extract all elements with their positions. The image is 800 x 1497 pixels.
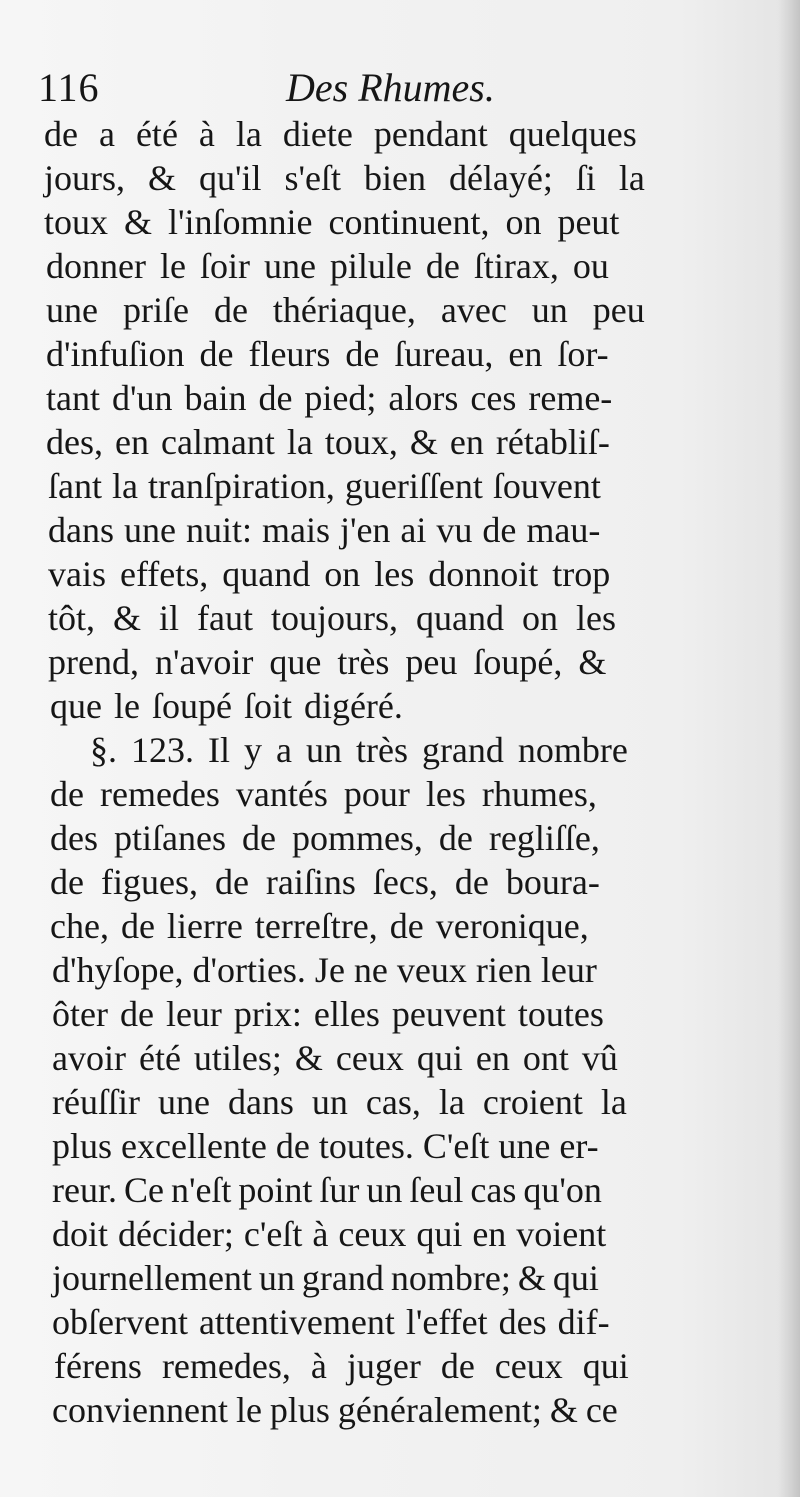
text-line: obſervent attentivement l'effet des dif- <box>52 1302 610 1342</box>
running-head: Des Rhumes. <box>286 65 495 110</box>
text-line: d'hyſope, d'orties. Je ne veux rien leur <box>52 950 597 990</box>
text-line: dans une nuit: mais j'en ai vu de mau- <box>48 510 601 550</box>
text-line: de a été à la diete pendant quelques <box>44 114 637 154</box>
text-line: avoir été utiles; & ceux qui en ont vû <box>52 1038 618 1078</box>
text-line: plus excellente de toutes. C'eſt une er- <box>52 1126 599 1166</box>
text-line: journellement un grand nombre; & qui <box>52 1258 599 1298</box>
text-line: férens remedes, à juger de ceux qui <box>54 1346 629 1386</box>
text-line: donner le ſoir une pilule de ſtirax, ou <box>46 246 609 286</box>
text-line: conviennent le plus généralement; & ce <box>52 1390 618 1430</box>
page-number: 116 <box>38 65 100 110</box>
text-line: que le ſoupé ſoit digéré. <box>50 686 403 726</box>
text-line: toux & l'inſomnie continuent, on peut <box>44 202 620 242</box>
page-header <box>38 64 738 112</box>
text-line: reur. Ce n'eſt point ſur un ſeul cas qu'on <box>52 1170 602 1210</box>
text-line: une priſe de thériaque, avec un peu <box>46 290 645 330</box>
text-line: tant d'un bain de pied; alors ces reme- <box>46 378 613 418</box>
text-line: vais effets, quand on les donnoit trop <box>48 554 611 594</box>
text-line: de figues, de raiſins ſecs, de boura- <box>50 862 600 902</box>
text-line: doit décider; c'eſt à ceux qui en voient <box>52 1214 607 1254</box>
text-line: des ptiſanes de pommes, de regliſſe, <box>50 818 600 858</box>
text-line: d'infuſion de fleurs de ſureau, en ſor- <box>46 334 609 374</box>
text-line: jours, & qu'il s'eſt bien délayé; ſi la <box>44 158 645 198</box>
text-line: réuſſir une dans un cas, la croient la <box>52 1082 627 1122</box>
text-line: ôter de leur prix: elles peuvent toutes <box>52 994 604 1034</box>
text-line: tôt, & il faut toujours, quand on les <box>48 598 616 638</box>
text-line: che, de lierre terreſtre, de veronique, <box>50 906 589 946</box>
text-line: ſant la tranſpiration, gueriſſent ſouvent <box>48 466 601 506</box>
text-line: §. 123. Il y a un très grand nombre <box>90 730 628 770</box>
text-line: des, en calmant la toux, & en rétabliſ- <box>46 422 610 462</box>
page-edge-shadow <box>778 0 800 1497</box>
text-line: de remedes vantés pour les rhumes, <box>50 774 597 814</box>
text-line: prend, n'avoir que très peu ſoupé, & <box>48 642 607 682</box>
